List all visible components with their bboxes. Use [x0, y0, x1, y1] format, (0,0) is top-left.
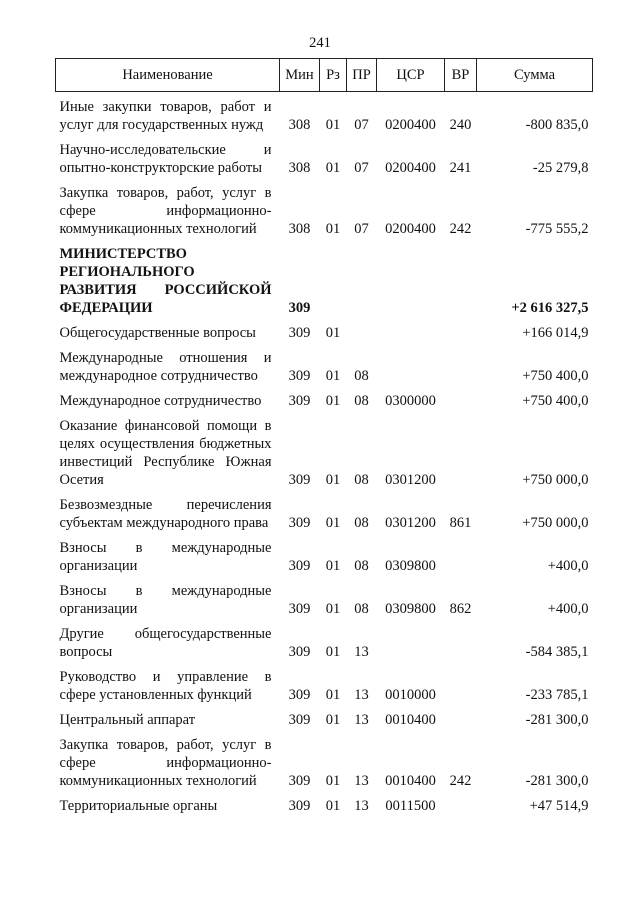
cell-csr: 0301200	[385, 515, 436, 531]
cell-csr: 0309800	[385, 601, 436, 617]
cell-min: 308	[288, 221, 311, 237]
cell-csr: 0010000	[385, 687, 436, 703]
cell-rz: 01	[325, 117, 341, 133]
table-row	[56, 345, 593, 388]
cell-sum: -281 300,0	[525, 773, 589, 789]
cell-csr	[377, 320, 445, 345]
table-header	[56, 59, 593, 92]
cell-vr	[445, 413, 477, 492]
cell-rz: 01	[325, 221, 341, 237]
table-row	[56, 137, 593, 180]
cell-min: 309	[288, 515, 311, 531]
cell-pr: 07	[354, 221, 369, 237]
cell-name: Оказание финансовой помощи в целях осуществления бюджетных инвестиций Республике Южная Осетия	[59, 418, 272, 488]
table-row	[56, 578, 593, 621]
col-header-rz: Рз	[320, 59, 347, 92]
cell-min: 309	[288, 687, 311, 703]
cell-sum: -800 835,0	[525, 117, 589, 133]
cell-rz: 01	[325, 773, 341, 789]
page-number: 241	[309, 35, 331, 51]
cell-name: Международное сотрудничество	[59, 393, 262, 409]
col-header-vr: ВР	[445, 59, 477, 92]
cell-name: МИНИСТЕРСТВО РЕГИОНАЛЬНОГО РАЗВИТИЯ РОССИЙСКОЙ ФЕДЕРАЦИИ	[59, 246, 272, 316]
cell-sum: -584 385,1	[525, 644, 589, 660]
table-row	[56, 793, 593, 818]
col-header-csr: ЦСР	[377, 59, 445, 92]
col-header-pr: ПР	[347, 59, 377, 92]
cell-vr: 241	[449, 160, 472, 176]
cell-csr	[377, 241, 445, 320]
cell-rz: 01	[325, 558, 341, 574]
cell-vr	[445, 621, 477, 664]
cell-pr: 13	[354, 644, 369, 660]
cell-csr	[377, 345, 445, 388]
cell-rz: 01	[325, 712, 341, 728]
cell-csr: 0010400	[385, 773, 436, 789]
cell-name: Руководство и управление в сфере установленных функций	[59, 669, 272, 703]
table-row	[56, 535, 593, 578]
table-row	[56, 388, 593, 413]
cell-min: 309	[288, 558, 311, 574]
cell-rz: 01	[325, 798, 341, 814]
cell-name: Закупка товаров, работ, услуг в сфере информационно-коммуникационных технологий	[59, 737, 272, 789]
cell-rz: 01	[325, 160, 341, 176]
cell-vr	[445, 793, 477, 818]
cell-name: Научно-исследовательские и опытно-конструкторские работы	[59, 142, 272, 176]
cell-rz	[320, 241, 347, 320]
table-row	[56, 92, 593, 138]
cell-min: 308	[288, 117, 311, 133]
cell-min: 309	[288, 368, 311, 384]
cell-name: Территориальные органы	[59, 798, 218, 814]
cell-vr	[445, 241, 477, 320]
table-row	[56, 732, 593, 793]
cell-sum: +166 014,9	[522, 325, 589, 341]
cell-rz: 01	[325, 644, 341, 660]
cell-pr: 13	[354, 687, 369, 703]
table-row	[56, 664, 593, 707]
table-row	[56, 707, 593, 732]
cell-pr: 07	[354, 160, 369, 176]
cell-vr	[445, 345, 477, 388]
cell-vr: 242	[449, 773, 472, 789]
cell-name: Взносы в международные организации	[59, 540, 272, 574]
cell-sum: +750 000,0	[522, 472, 589, 488]
cell-csr	[377, 621, 445, 664]
col-header-min: Мин	[280, 59, 320, 92]
budget-table	[55, 58, 593, 818]
cell-csr: 0200400	[385, 160, 436, 176]
cell-pr: 13	[354, 798, 369, 814]
table-row	[56, 180, 593, 241]
cell-min: 309	[288, 712, 311, 728]
cell-min: 309	[288, 300, 311, 316]
table-row	[56, 241, 593, 320]
cell-csr: 0010400	[385, 712, 436, 728]
cell-sum: -281 300,0	[525, 712, 589, 728]
cell-min: 309	[288, 601, 311, 617]
cell-min: 309	[288, 644, 311, 660]
cell-pr: 13	[354, 773, 369, 789]
cell-rz: 01	[325, 325, 341, 341]
cell-pr: 08	[354, 393, 369, 409]
cell-pr: 08	[354, 558, 369, 574]
table-body	[56, 92, 593, 819]
cell-sum: +47 514,9	[529, 798, 589, 814]
cell-vr	[445, 707, 477, 732]
cell-name: Международные отношения и международное сотрудничество	[59, 350, 272, 384]
cell-vr	[445, 535, 477, 578]
cell-min: 309	[288, 773, 311, 789]
cell-vr	[445, 320, 477, 345]
cell-name: Взносы в международные организации	[59, 583, 272, 617]
cell-name: Иные закупки товаров, работ и услуг для государственных нужд	[59, 99, 272, 133]
cell-csr: 0200400	[385, 221, 436, 237]
cell-min: 309	[288, 472, 311, 488]
cell-csr: 0011500	[385, 798, 436, 814]
cell-rz: 01	[325, 368, 341, 384]
cell-rz: 01	[325, 472, 341, 488]
cell-vr	[445, 388, 477, 413]
cell-sum: +750 000,0	[522, 515, 589, 531]
cell-pr: 08	[354, 472, 369, 488]
cell-name: Другие общегосударственные вопросы	[59, 626, 272, 660]
cell-min: 309	[288, 798, 311, 814]
cell-min: 309	[288, 393, 311, 409]
cell-csr: 0309800	[385, 558, 436, 574]
table-row	[56, 492, 593, 535]
cell-pr	[347, 320, 377, 345]
cell-rz: 01	[325, 515, 341, 531]
cell-sum: -25 279,8	[532, 160, 589, 176]
cell-name: Общегосударственные вопросы	[59, 325, 256, 341]
cell-sum: +400,0	[547, 558, 589, 574]
cell-csr: 0300000	[385, 393, 436, 409]
cell-pr: 08	[354, 515, 369, 531]
cell-pr: 08	[354, 368, 369, 384]
cell-csr: 0200400	[385, 117, 436, 133]
cell-pr	[347, 241, 377, 320]
cell-min: 309	[288, 325, 311, 341]
cell-pr: 13	[354, 712, 369, 728]
cell-name: Закупка товаров, работ, услуг в сфере информационно-коммуникационных технологий	[59, 185, 272, 237]
cell-min: 308	[288, 160, 311, 176]
table-row	[56, 413, 593, 492]
col-header-sum: Сумма	[477, 59, 593, 92]
cell-rz: 01	[325, 393, 341, 409]
cell-name: Центральный аппарат	[59, 712, 196, 728]
cell-pr: 07	[354, 117, 369, 133]
cell-sum: -233 785,1	[525, 687, 589, 703]
cell-vr: 861	[449, 515, 472, 531]
cell-name: Безвозмездные перечисления субъектам международного права	[59, 497, 272, 531]
cell-rz: 01	[325, 601, 341, 617]
cell-pr: 08	[354, 601, 369, 617]
cell-vr	[445, 664, 477, 707]
table-row	[56, 320, 593, 345]
cell-sum: +400,0	[547, 601, 589, 617]
cell-sum: -775 555,2	[525, 221, 589, 237]
cell-sum: +750 400,0	[522, 393, 589, 409]
cell-rz: 01	[325, 687, 341, 703]
cell-vr: 242	[449, 221, 472, 237]
cell-vr: 240	[449, 117, 472, 133]
cell-sum: +2 616 327,5	[511, 300, 589, 316]
cell-vr: 862	[449, 601, 472, 617]
table-row	[56, 621, 593, 664]
cell-csr: 0301200	[385, 472, 436, 488]
col-header-name: Наименование	[56, 59, 280, 92]
cell-sum: +750 400,0	[522, 368, 589, 384]
